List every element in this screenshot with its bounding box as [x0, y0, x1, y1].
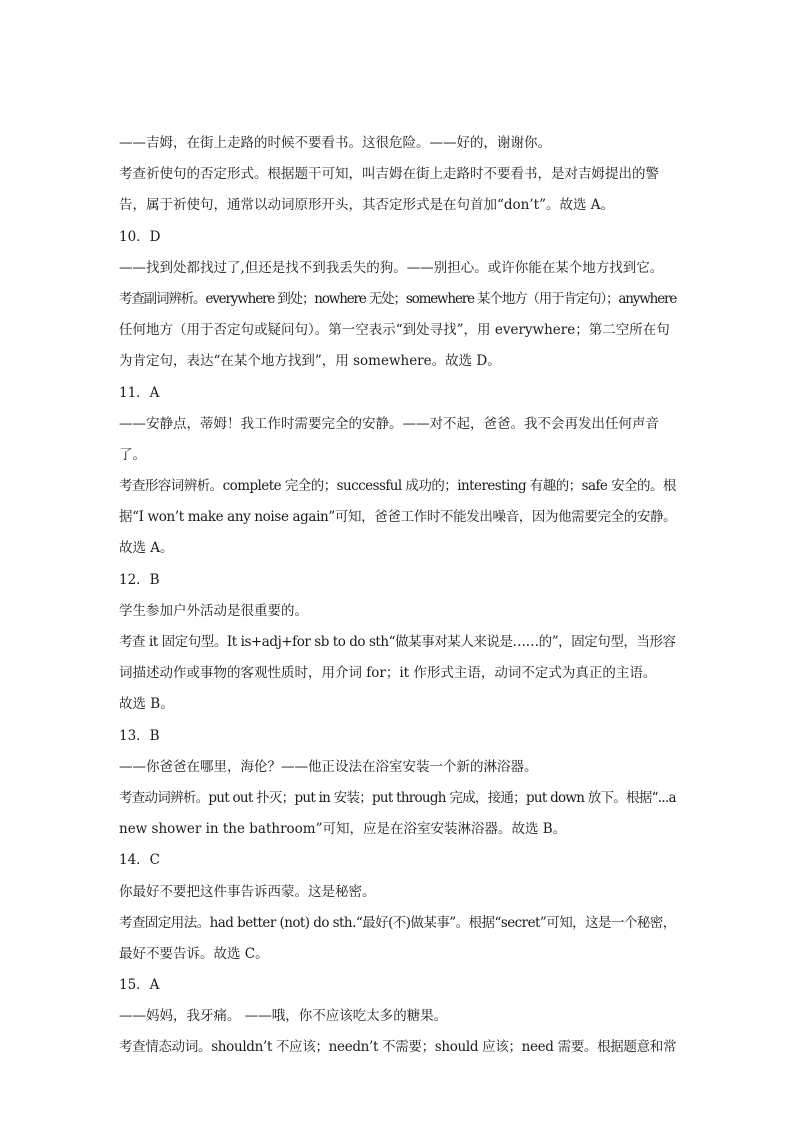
- text-line: 最好不要告诉。故选 C。: [119, 945, 269, 962]
- text-line: 了。: [119, 446, 146, 463]
- text-line: 故选 A。: [119, 540, 174, 557]
- answer-heading: 11．A: [119, 384, 160, 401]
- answer-explanations: [119, 128, 679, 1064]
- text-line: ——妈妈，我牙痛。 ——哦，你不应该吃太多的糖果。: [119, 1008, 448, 1025]
- text-line: new shower in the bathroom”可知，应是在浴室安装淋浴器。故选 B。: [119, 821, 567, 838]
- answer-heading: 12．B: [119, 571, 160, 588]
- text-line: ——安静点，蒂姆！我工作时需要完全的安静。——对不起，爸爸。我不会再发出任何声音: [119, 415, 659, 432]
- text-line: 考查情态动词。shouldn’t 不应该；needn’t 不需要；should 应该；need 需要。根据题意和常: [119, 1039, 677, 1056]
- text-line: ——吉姆，在街上走路的时候不要看书。这很危险。——好的，谢谢你。: [119, 135, 551, 151]
- text-line: ——你爸爸在哪里，海伦？——他正设法在浴室安装一个新的淋浴器。: [119, 758, 538, 775]
- text-line: 词描述动作或事物的客观性质时，用介词 for；it 作形式主语，动词不定式为真正的主语。: [119, 665, 657, 682]
- text-line: 任何地方（用于否定句或疑问句）。第一空表示“到处寻找”，用 everywhere；第二空所在句: [119, 322, 670, 339]
- text-line: 据“I won’t make any noise again”可知，爸爸工作时不能发出噪音，因为他需要完全的安静。: [119, 509, 677, 526]
- text-line: 故选 B。: [119, 696, 174, 713]
- answer-heading: 13．B: [119, 727, 160, 744]
- text-line: 考查固定用法。had better (not) do sth.“最好(不)做某事”。根据“secret”可知，这是一个秘密，: [119, 914, 676, 931]
- text-line: 告，属于祈使句，通常以动词原形开头，其否定形式是在句首加“don’t”。故选 A。: [119, 197, 615, 214]
- text-line: 考查动词辨析。put out 扑灭；put in 安装；put through 完成，接通；put down 放下。根据“...a: [119, 789, 676, 806]
- text-line: ——找到处都找过了,但还是找不到我丢失的狗。——别担心。或许你能在某个地方找到它。: [119, 259, 664, 276]
- answer-heading: 15．A: [119, 977, 160, 994]
- answer-heading: 10．D: [119, 228, 161, 245]
- text-line: 你最好不要把这件事告诉西蒙。这是秘密。: [119, 883, 376, 900]
- text-line: 考查形容词辨析。complete 完全的；successful 成功的；interesting 有趣的；safe 安全的。根: [119, 478, 676, 495]
- text-line: 考查副词辨析。everywhere 到处；nowhere 无处；somewhere 某个地方（用于肯定句）；anywhere: [119, 290, 677, 307]
- text-line: 学生参加户外活动是很重要的。: [119, 602, 308, 619]
- text-line: 为肯定句，表达“在某个地方找到”，用 somewhere。故选 D。: [119, 353, 501, 370]
- text-line: 考查 it 固定句型。It is+adj+for sb to do sth“做某事对某人来说是……的”，固定句型，当形容: [119, 634, 676, 650]
- answer-heading: 14．C: [119, 852, 161, 869]
- text-line: 考查祈使句的否定形式。根据题干可知，叫吉姆在街上走路时不要看书，是对吉姆提出的警: [119, 166, 659, 183]
